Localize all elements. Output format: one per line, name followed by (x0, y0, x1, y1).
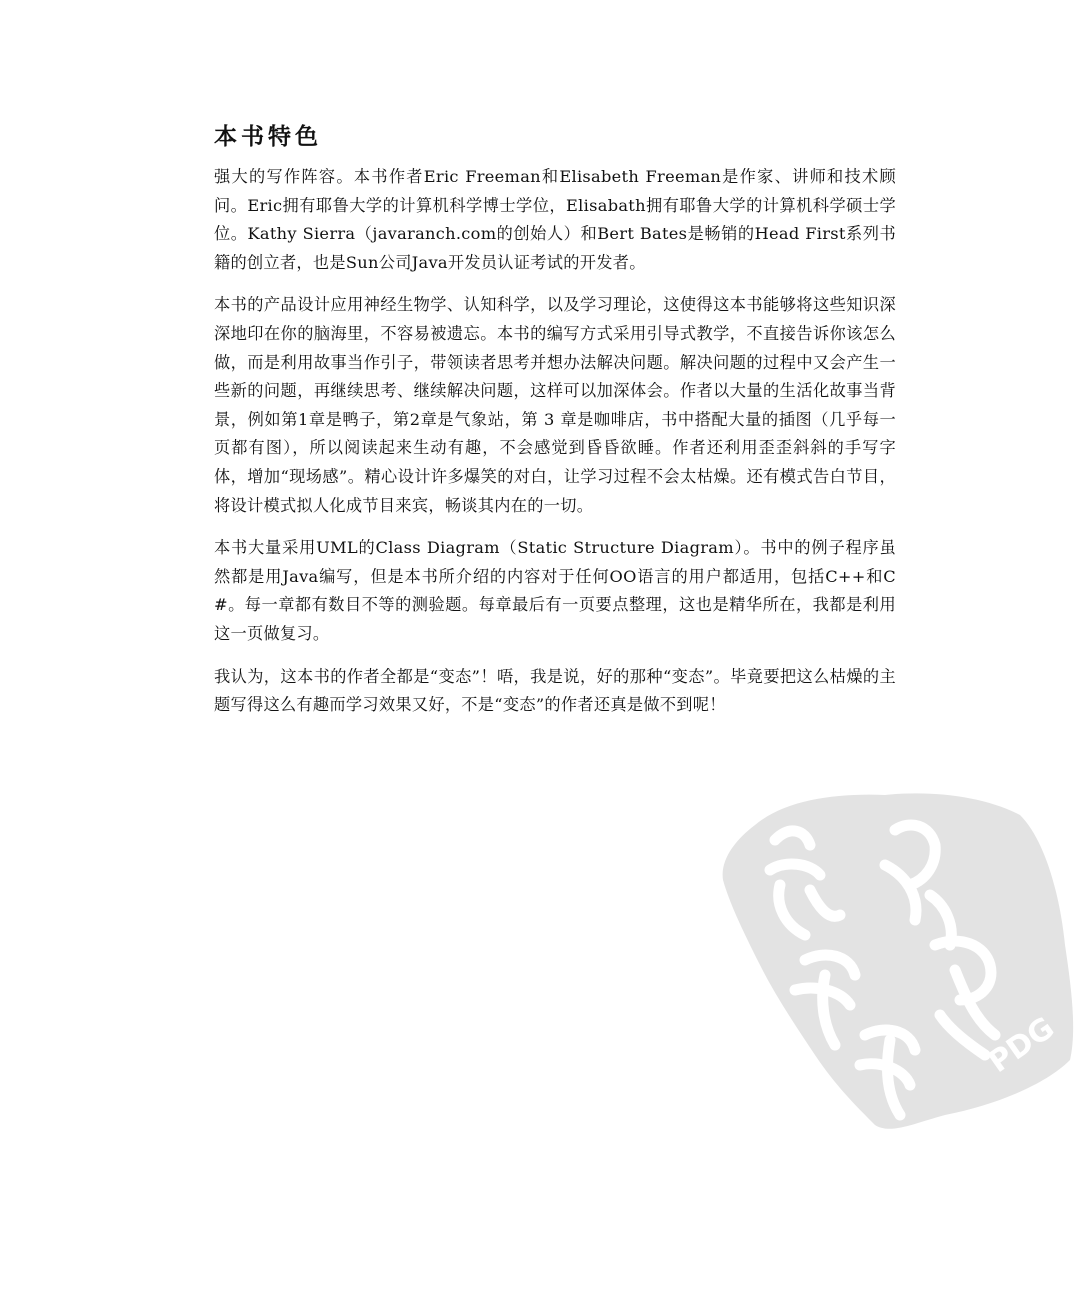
paragraph-design: 本书的产品设计应用神经生物学、认知科学，以及学习理论，这使得这本书能够将这些知识深深地印在你的脑海里，不容易被遗忘。本书的编写方式采用引导式教学，不直接告诉你该怎么做，而是利用故事当作引子，带领读者思考并想办法解决问题。解决问题的过程中又会产生一些新的问题，再继续思考、继续解决问题，这样可以加深体会。作者以大量的生活化故事当背景，例如第1章是鸭子，第2章是气象站，第 3 章是咖啡店，书中搭配大量的插图（几乎每一页都有图），所以阅读起来生动有趣，不会感觉到昏昏欲睡。作者还利用歪歪斜斜的手写字体，增加“现场感”。精心设计许多爆笑的对白，让学习过程不会太枯燥。还有模式告白节目，将设计模式拟人化成节目来宾，畅谈其内在的一切。 (214, 295, 896, 515)
body-text (214, 163, 896, 734)
paragraph-authors: 强大的写作阵容。本书作者Eric Freeman和Elisabeth Freeman是作家、讲师和技术顾问。Eric拥有耶鲁大学的计算机科学博士学位，Elisabath拥有耶鲁大学的计算机科学硕士学位。Kathy Sierra（javaranch.com的创始人）和Bert Bates是畅销的Head First系列书籍的创立者，也是Sun公司Java开发员认证考试的开发者。 (214, 167, 896, 272)
section-heading: 本书特色 (214, 124, 322, 150)
paragraph-opinion: 我认为，这本书的作者全都是“变态”！唔，我是说，好的那种“变态”。毕竟要把这么枯燥的主题写得这么有趣而学习效果又好，不是“变态”的作者还真是做不到呢！ (214, 666, 896, 715)
paragraph-uml: 本书大量采用UML的Class Diagram（Static Structure Diagram）。书中的例子程序虽然都是用Java编写，但是本书所介绍的内容对于任何OO语言的用户都适用，包括C++和C#。每一章都有数目不等的测验题。每章最后有一页要点整理，这也是精华所在，我都是利用这一页做复习。 (214, 538, 896, 643)
watermark-label: PDG (982, 1010, 1061, 1081)
pdg-watermark-stamp (715, 785, 1075, 1135)
